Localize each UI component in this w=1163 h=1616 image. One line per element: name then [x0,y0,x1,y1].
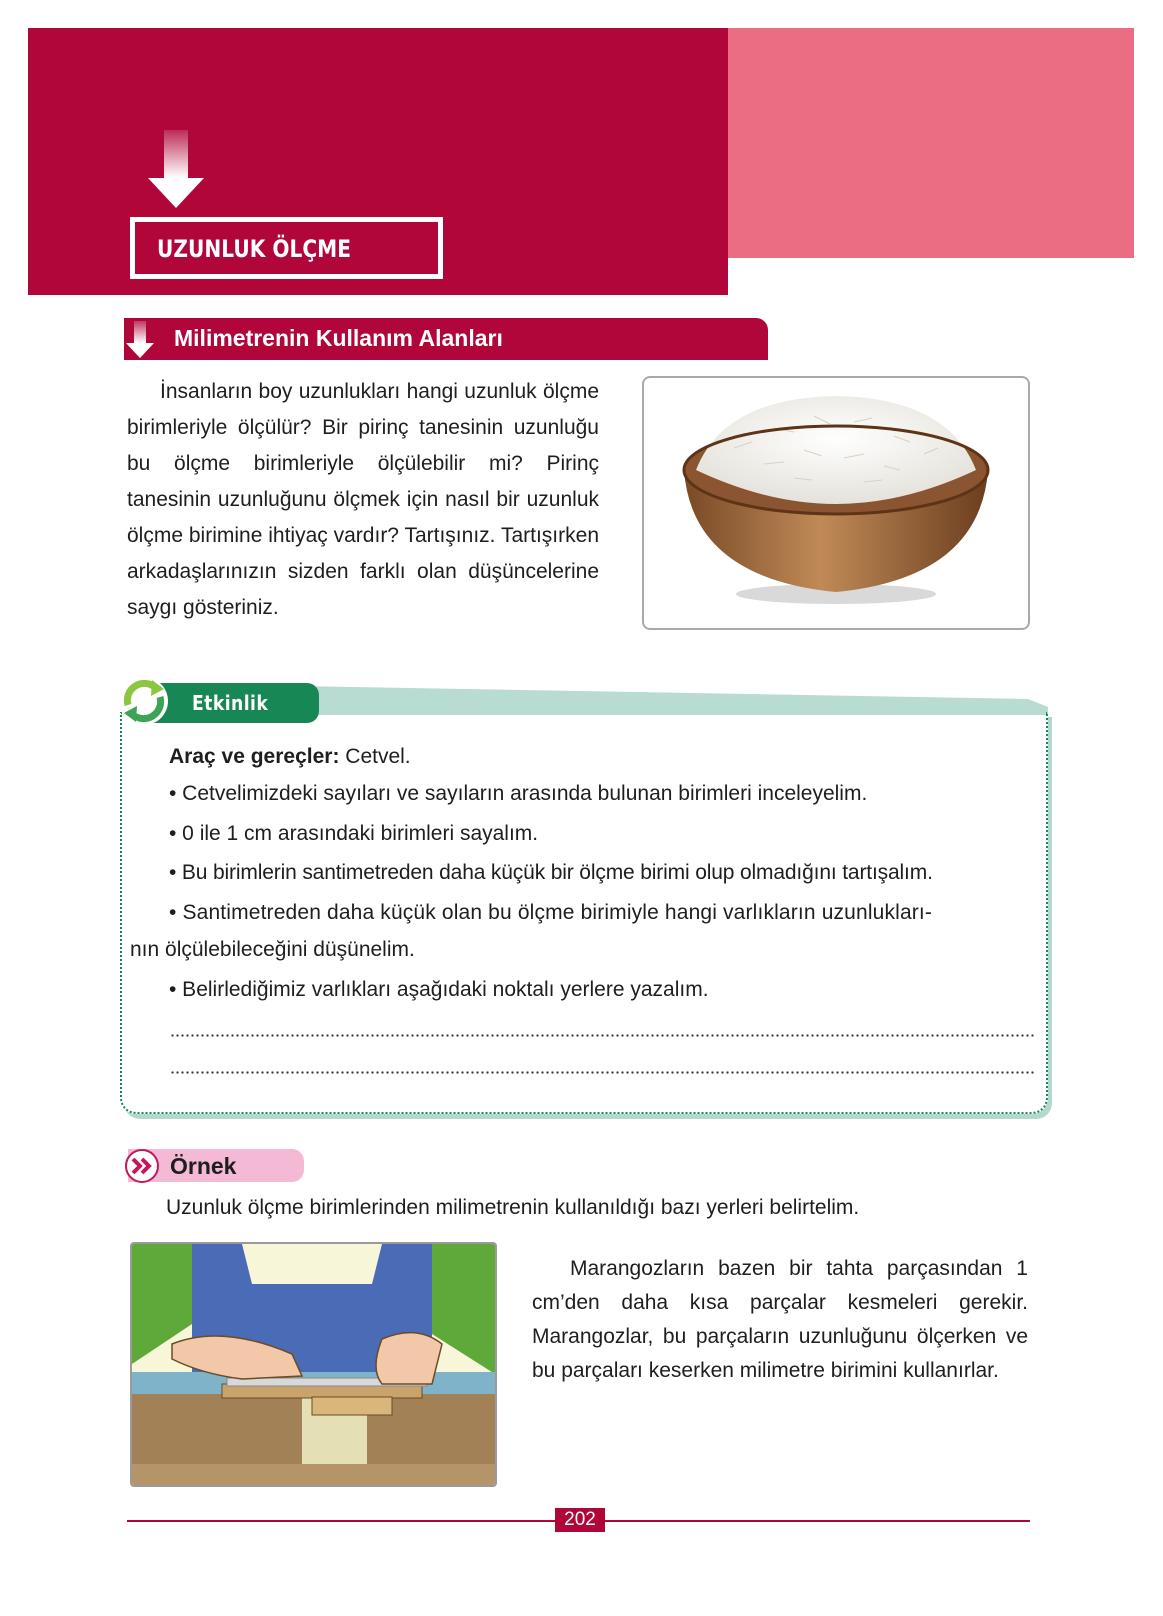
example-tab [128,1149,304,1182]
carpenter-text: Marangozların bazen bir tahta parçasından 1 cm’den daha kısa parçalar kesmeleri gerekir. Marangozlar, bu parçaların uzunluğunu ölçerken ve bu parçaları keserken milimetre birimini kullanırlar. [532,1257,1028,1382]
footer-rule-right [605,1520,1030,1522]
tools-line [169,745,411,769]
activity-item: • Cetvelimizdeki sayıları ve sayıların arasında bulunan birimleri inceleyelim. [169,782,868,805]
answer-line-1[interactable] [170,1033,1036,1043]
down-arrow-icon [124,321,156,359]
tools-label: Araç ve gereçler: [169,745,340,768]
page-number: 202 [555,1508,605,1532]
down-arrow-icon [148,130,204,212]
chapter-title: UZUNLUK ÖLÇME [157,235,351,263]
intro-paragraph [127,374,599,626]
chapter-title-box [130,217,443,279]
double-chevron-icon [124,1148,160,1184]
answer-line-2[interactable] [170,1070,1036,1080]
rice-bowl-image [642,376,1030,630]
activity-item: • Bu birimlerin santimetreden daha küçük bir ölçme birimi olup olmadığını tartışalım. [169,861,933,884]
activity-item: • Santimetreden daha küçük olan bu ölçme birimiyle hangi varlıkların uzunlukları- [169,901,933,924]
carpenter-paragraph [532,1252,1028,1388]
header-accent [728,28,1134,258]
activity-label: Etkinlik [192,691,269,715]
example-intro: Uzunluk ölçme birimlerinden milimetrenin kullanıldığı bazı yerleri belirtelim. [166,1196,860,1219]
example-label: Örnek [170,1153,237,1179]
activity-item: nın ölçülebileceğini düşünelim. [130,938,415,961]
footer-rule-left [127,1520,555,1522]
section-title: Milimetrenin Kullanım Alanları [174,325,503,351]
cycle-arrows-icon [118,675,170,727]
section-header [124,318,768,360]
intro-text: İnsanların boy uzunlukları hangi uzunluk ölçme birimleriyle ölçülür? Bir pirinç tanesinin uzunluğu bu ölçme birimleriyle ölçülebilir mi? Pirinç tanesinin uzunluğunu ölçmek için nasıl bir uzunluk ölçme birimine ihtiyaç vardır? Tartışınız. Tartışırken arkadaşlarınızın sizden farklı olan düşüncelerine saygı gösteriniz. [127,380,599,619]
activity-item: • 0 ile 1 cm arasındaki birimleri sayalım. [169,822,539,845]
activity-item: • Belirlediğimiz varlıkları aşağıdaki noktalı yerlere yazalım. [169,978,709,1001]
tools-value: Cetvel. [339,745,411,768]
carpenter-illustration [130,1242,497,1487]
